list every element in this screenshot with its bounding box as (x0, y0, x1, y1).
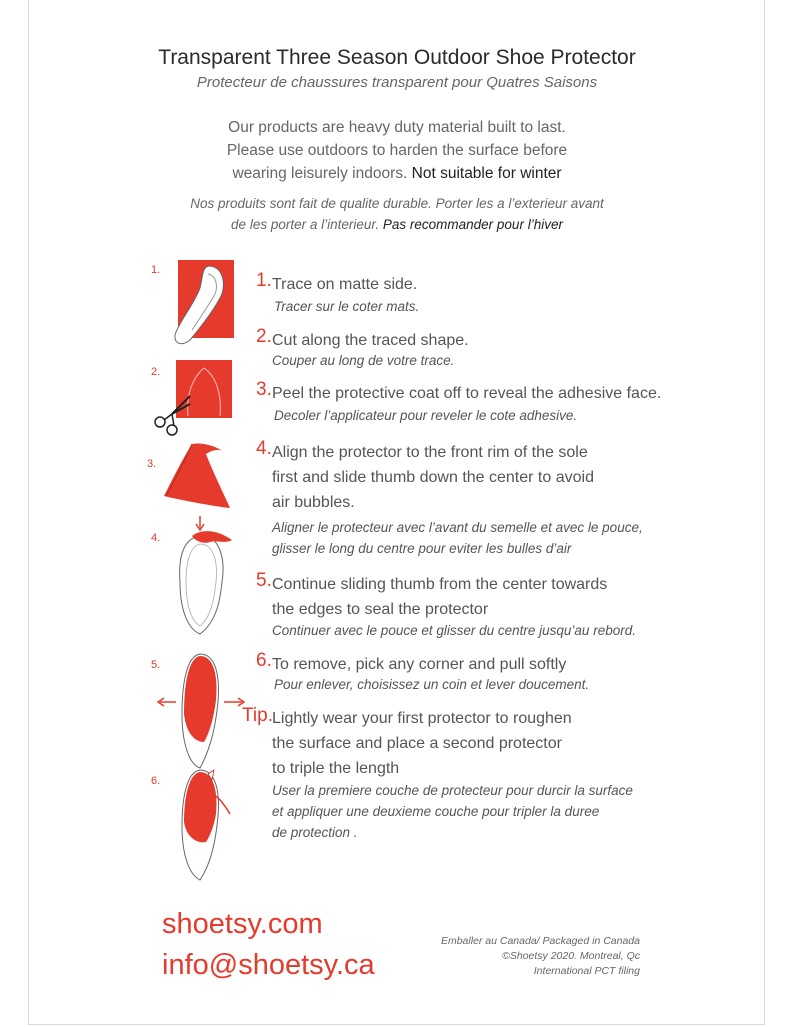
figure-label-5: 5. (151, 659, 161, 671)
figure-label-1: 1. (151, 264, 161, 276)
cut-scissors-illustration (150, 360, 240, 440)
align-sole-illustration (170, 512, 250, 642)
legal-line: International PCT filing (533, 965, 640, 977)
step-number: 4. (256, 438, 272, 459)
step-number: 6. (256, 650, 272, 671)
seal-edges-illustration (154, 652, 250, 774)
step-number: 2. (256, 326, 272, 347)
step-text-fr: Tracer sur le coter mats. (274, 299, 420, 314)
step-text-en: Continue sliding thumb from the center towards the edges to seal the protector (272, 576, 608, 618)
step-text-en: Align the protector to the front rim of the sole first and slide thumb down the center to avoid air bubbles. (272, 444, 594, 511)
trace-shoe-illustration (170, 258, 240, 348)
step-text-en: Trace on matte side. (272, 276, 418, 293)
legal-line: ©Shoetsy 2020. Montreal, Qc (502, 950, 640, 962)
figure-label-2: 2. (151, 366, 161, 378)
legal-line: Emballer au Canada/ Packaged in Canada (440, 935, 640, 947)
figure-label-6: 6. (151, 775, 161, 787)
intro-en-line: Please use outdoors to harden the surface before (226, 142, 568, 159)
step-number: 1. (256, 270, 272, 291)
email-link[interactable]: info@shoetsy.ca (162, 949, 375, 981)
page-subtitle: Protecteur de chaussures transparent pour Quatres Saisons (196, 74, 598, 91)
figure-label-4: 4. (151, 532, 161, 544)
website-link[interactable]: shoetsy.com (162, 908, 323, 940)
intro-en-line: Our products are heavy duty material built to last. (228, 119, 566, 136)
intro-en-line: wearing leisurely indoors. Not suitable for winter (232, 165, 562, 182)
page-title: Transparent Three Season Outdoor Shoe Protector (158, 46, 636, 69)
winter-warning: Not suitable for winter (411, 165, 562, 182)
winter-warning-fr: Pas recommander pour l’hiver (382, 217, 563, 232)
step-text-en: Lightly wear your first protector to roughen the surface and place a second protector to triple the length (272, 710, 572, 777)
step-text-fr: Decoler l’applicateur pour reveler le cote adhesive. (274, 408, 578, 423)
intro-french (0, 193, 794, 235)
peel-protector-illustration (162, 440, 242, 510)
figure-label-3: 3. (147, 458, 157, 470)
step-text-fr: User la premiere couche de protecteur pour durcir la surface et appliquer une deuxieme couche pour tripler la duree de protection . (272, 783, 633, 840)
step-text-en: Cut along the traced shape. (272, 332, 469, 349)
legal-info (440, 934, 640, 979)
step-text-fr: Aligner le protecteur avec l’avant du semelle et avec le pouce, glisser le long du centre pour eviter les bulles d’air (272, 520, 643, 556)
step-text-en: To remove, pick any corner and pull softly (272, 656, 567, 673)
step-text-en: Peel the protective coat off to reveal the adhesive face. (272, 385, 662, 402)
step-text-fr: Continuer avec le pouce et glisser du centre jusqu’au rebord. (272, 623, 636, 638)
tip-label: Tip. (242, 705, 273, 726)
step-number: 5. (256, 570, 272, 591)
intro-english (0, 116, 794, 185)
step-text-fr: Pour enlever, choisissez un coin et lever doucement. (274, 677, 590, 692)
step-number: 3. (256, 379, 272, 400)
intro-fr-line: de les porter a l’interieur. Pas recommander pour l’hiver (231, 217, 563, 232)
remove-corner-illustration (168, 766, 248, 884)
intro-fr-line: Nos produits sont fait de qualite durable. Porter les a l’exterieur avant (190, 196, 604, 211)
step-text-fr: Couper au long de votre trace. (272, 353, 455, 368)
